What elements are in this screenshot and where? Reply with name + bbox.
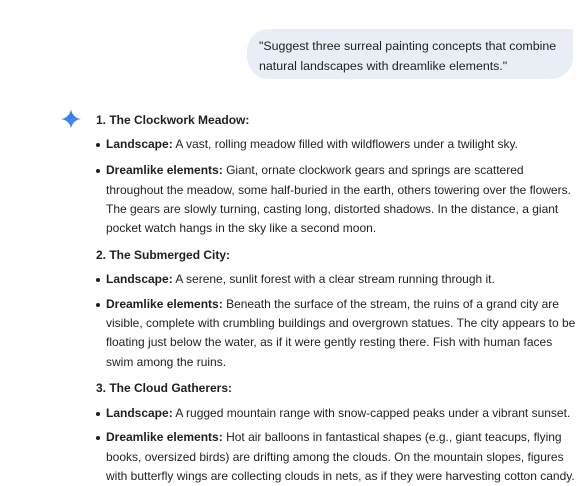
concept-heading [96,111,578,130]
landscape-label: Landscape: [106,272,173,287]
concept-details-list [96,270,578,371]
concept-title: 2. The Submerged City: [96,248,231,263]
concept-section [96,111,578,238]
landscape-text: A serene, sunlit forest with a clear stream running through it. [172,272,495,287]
concept-heading [96,379,578,398]
concept-title: 1. The Clockwork Meadow: [96,113,250,127]
concept-section [96,246,578,371]
concept-heading [96,246,578,265]
user-prompt-bubble [247,29,573,79]
list-item-dreamlike [96,428,578,486]
concept-details-list [96,404,578,486]
landscape-text: A vast, rolling meadow filled with wildflowers under a twilight sky. [172,137,518,151]
dreamlike-text: Hot air balloons in fantastical shapes (e.g., giant teacups, flying books, oversized birds) are drifting among the clouds. On the mountain slopes, figures with butterfly wings are collecting clouds in nets, as if they were harvesting cotton candy. [106,430,575,483]
dreamlike-text: Beneath the surface of the stream, the ruins of a grand city are visible, complete with crumbling buildings and overgrown statues. The city appears to be floating just below the water, as if it were gently resting there. Fish with human faces swim among the ruins. [106,296,576,369]
gemini-spark-icon [61,109,81,129]
list-item-landscape [96,270,578,289]
landscape-text: A rugged mountain range with snow-capped peaks under a vibrant sunset. [172,405,571,420]
dreamlike-label: Dreamlike elements: [106,163,223,178]
assistant-response [96,111,578,486]
user-prompt-text: "Suggest three surreal painting concepts that combine natural landscapes with dreamlike elements." [259,39,557,73]
concept-details-list [96,135,578,238]
list-item-landscape [96,135,578,154]
dreamlike-label: Dreamlike elements: [106,430,223,445]
list-item-dreamlike [96,295,578,372]
dreamlike-text: Giant, ornate clockwork gears and springs are scattered throughout the meadow, some half-buried in the earth, others towering over the flowers. The gears are slowly turning, casting long, distorted shadows. In the distance, a giant pocket watch hangs in the sky like a second moon. [106,163,571,236]
list-item-landscape [96,404,578,423]
list-item-dreamlike [96,161,578,238]
landscape-label: Landscape: [106,405,173,420]
concept-title: 3. The Cloud Gatherers: [96,380,233,395]
landscape-label: Landscape: [106,137,173,151]
concept-section [96,379,578,486]
dreamlike-label: Dreamlike elements: [106,296,223,311]
